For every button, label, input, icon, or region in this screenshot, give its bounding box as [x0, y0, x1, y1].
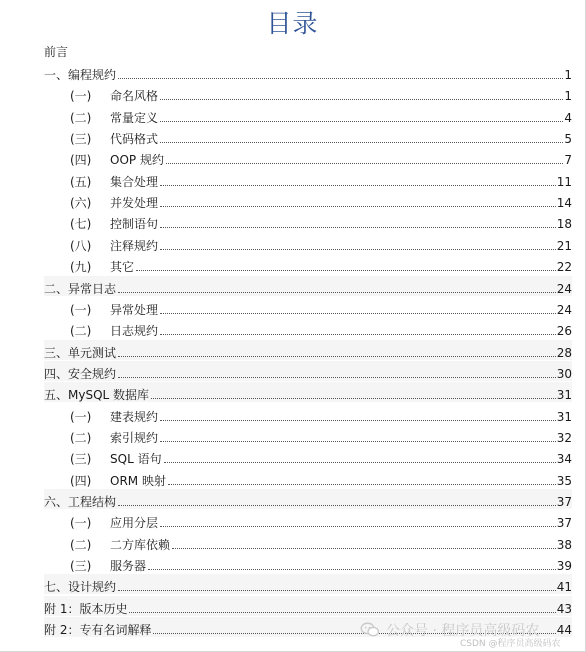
- toc-entry-label: 应用分层: [110, 516, 159, 531]
- toc-entry-page: 21: [556, 238, 572, 253]
- toc-preface: 前言: [44, 45, 69, 59]
- toc-entry-number: (二): [70, 110, 92, 125]
- toc-entry-number: (三): [70, 452, 92, 467]
- toc-entry[interactable]: [70, 425, 572, 445]
- toc-entry-number: 四、: [44, 366, 69, 381]
- toc-leader-dots: [160, 141, 563, 143]
- wechat-icon: [360, 622, 380, 638]
- toc-entry[interactable]: [44, 62, 572, 82]
- toc-leader-dots: [118, 77, 563, 79]
- toc-entry[interactable]: [70, 105, 572, 125]
- toc-leader-dots: [118, 291, 556, 293]
- toc-entry-label: 命名风格: [110, 89, 159, 104]
- toc-entry-page: 37: [556, 516, 572, 531]
- toc-entry-label: 设计规约: [68, 580, 117, 595]
- toc-entry[interactable]: [70, 211, 572, 231]
- toc-entry-label: 常量定义: [110, 110, 159, 125]
- toc-entry-number: (五): [70, 174, 92, 189]
- toc-entry[interactable]: [44, 596, 572, 616]
- toc-entry-page: 24: [556, 281, 572, 296]
- toc-entry[interactable]: [70, 404, 572, 424]
- toc-entry-label: 集合处理: [110, 174, 159, 189]
- toc-leader-dots: [168, 483, 556, 485]
- toc-entry[interactable]: [70, 297, 572, 317]
- toc-entry-label: 其它: [110, 260, 135, 275]
- toc-entry-number: (二): [70, 324, 92, 339]
- toc-leader-dots: [160, 205, 556, 207]
- toc-entry-label: 索引规约: [110, 430, 159, 445]
- toc-entry-page: 38: [556, 537, 572, 552]
- toc-entry[interactable]: [44, 340, 572, 360]
- toc-leader-dots: [160, 525, 556, 527]
- toc-entry-label: 控制语句: [110, 217, 159, 232]
- toc-leader-dots: [136, 269, 556, 271]
- toc-entry-label: 建表规约: [110, 409, 159, 424]
- toc-entry[interactable]: [70, 190, 572, 210]
- toc-entry-number: (二): [70, 430, 92, 445]
- toc-entry-number: (七): [70, 217, 92, 232]
- toc-entry[interactable]: [70, 254, 572, 274]
- toc-entry[interactable]: [44, 382, 572, 402]
- toc-entry[interactable]: [70, 553, 572, 573]
- toc-entry-label: 异常日志: [68, 281, 117, 296]
- toc-entry-label: ORM 映射: [110, 473, 166, 488]
- toc-entry-number: (六): [70, 196, 92, 211]
- toc-leader-dots: [160, 333, 556, 335]
- toc-entry-page: 32: [556, 430, 572, 445]
- toc-leader-dots: [160, 120, 563, 122]
- toc-leader-dots: [172, 547, 556, 549]
- toc-entry-label: 单元测试: [68, 345, 117, 360]
- toc-entry[interactable]: [70, 83, 572, 103]
- toc-entry-page: 39: [556, 559, 572, 574]
- toc-entry-number: (一): [70, 409, 92, 424]
- toc-entry-number: (四): [70, 473, 92, 488]
- toc-entry-label: 异常处理: [110, 302, 159, 317]
- toc-leader-dots: [118, 355, 556, 357]
- toc-entry-page: 35: [556, 473, 572, 488]
- toc-entry[interactable]: [70, 468, 572, 488]
- toc-leader-dots: [118, 504, 556, 506]
- toc-entry-label: 版本历史: [79, 601, 128, 616]
- toc-entry-page: 7: [564, 153, 572, 168]
- toc-entry-page: 37: [556, 495, 572, 509]
- toc-entry[interactable]: [44, 489, 572, 509]
- toc-entry-label: 工程结构: [68, 495, 117, 509]
- toc-entry-label: MySQL 数据库: [68, 388, 150, 403]
- toc-entry-number: (三): [70, 132, 92, 147]
- toc-entry[interactable]: [44, 361, 572, 381]
- toc-entry-number: (一): [70, 89, 92, 104]
- csdn-watermark: CSDN @程序员高级码农: [460, 639, 561, 649]
- toc-entry-label: SQL 语句: [110, 452, 162, 467]
- toc-entry-label: 并发处理: [110, 196, 159, 211]
- toc-leader-dots: [151, 397, 556, 399]
- toc-entry-number: 三、: [44, 345, 69, 360]
- toc-entry-label: OOP 规约: [110, 153, 164, 168]
- toc-entry-label: 安全规约: [68, 366, 117, 381]
- toc-entry-label: 编程规约: [68, 68, 117, 82]
- toc-entry[interactable]: [44, 276, 572, 296]
- toc-entry-page: 43: [556, 601, 572, 616]
- toc-entry-number: 六、: [44, 495, 69, 509]
- toc-entry-page: 14: [556, 196, 572, 211]
- toc-leader-dots: [148, 568, 556, 570]
- toc-entry-number: (二): [70, 537, 92, 552]
- toc-entry-number: (四): [70, 153, 92, 168]
- toc-entry-label: 代码格式: [110, 132, 159, 147]
- toc-entry-number: 五、: [44, 388, 69, 403]
- toc-leader-dots: [118, 376, 556, 378]
- toc-leader-dots: [160, 419, 556, 421]
- toc-entry-label: 日志规约: [110, 324, 159, 339]
- toc-entry-page: 18: [556, 217, 572, 232]
- toc-entry-number: 七、: [44, 580, 69, 595]
- toc-leader-dots: [160, 184, 556, 186]
- toc-entry[interactable]: [70, 169, 572, 189]
- toc-entry[interactable]: [70, 510, 572, 530]
- toc-entry-number: 一、: [44, 68, 69, 82]
- toc-entry-number: 二、: [44, 281, 69, 296]
- toc-entry[interactable]: [70, 446, 572, 466]
- toc-entry-label: 注释规约: [110, 238, 159, 253]
- toc-entry-page: 34: [556, 452, 572, 467]
- toc-entry[interactable]: [70, 318, 572, 338]
- toc-entry-page: 28: [556, 345, 572, 360]
- toc-entry-label: 服务器: [110, 559, 147, 574]
- toc-entry[interactable]: [44, 574, 572, 594]
- toc-leader-dots: [160, 248, 556, 250]
- toc-leader-dots: [160, 312, 556, 314]
- toc-entry-page: 4: [564, 110, 572, 125]
- toc-leader-dots: [160, 98, 563, 100]
- toc-leader-dots: [166, 162, 563, 164]
- toc-entry-page: 1: [564, 89, 572, 104]
- toc-leader-dots: [164, 461, 556, 463]
- toc-entry-number: (三): [70, 559, 92, 574]
- toc-entry-page: 44: [556, 623, 572, 638]
- toc-entry[interactable]: [70, 233, 572, 253]
- toc-leader-dots: [118, 589, 556, 591]
- toc-entry-page: 31: [556, 409, 572, 424]
- toc-title: 目录: [266, 9, 319, 38]
- toc-leader-dots: [129, 611, 555, 613]
- toc-entry-label: 二方库依赖: [110, 537, 171, 552]
- toc-entry-number: (一): [70, 302, 92, 317]
- toc-leader-dots: [160, 226, 556, 228]
- toc-entry-page: 22: [556, 260, 572, 275]
- toc-entry-page: 5: [564, 132, 572, 147]
- toc-entry-page: 26: [556, 324, 572, 339]
- toc-entry-number: 附 1：: [44, 601, 80, 616]
- toc-entry[interactable]: [70, 147, 572, 167]
- toc-entry-number: 附 2：: [44, 623, 80, 638]
- watermark-text: 公众号 · 程序员高级码农: [386, 623, 540, 639]
- toc-entry-page: 41: [556, 580, 572, 595]
- toc-entry-number: (一): [70, 516, 92, 531]
- toc-entry-label: 专有名词解释: [79, 623, 152, 638]
- toc-entry-page: 31: [556, 388, 572, 403]
- toc-entry-page: 11: [556, 174, 572, 189]
- toc-entry[interactable]: [70, 532, 572, 552]
- toc-entry-number: (九): [70, 260, 92, 275]
- toc-entry-page: 30: [556, 366, 572, 381]
- toc-entry[interactable]: [70, 126, 572, 146]
- toc-entry-number: (八): [70, 238, 92, 253]
- toc-entry-page: 1: [564, 68, 572, 82]
- toc-leader-dots: [160, 440, 556, 442]
- toc-entry-page: 24: [556, 302, 572, 317]
